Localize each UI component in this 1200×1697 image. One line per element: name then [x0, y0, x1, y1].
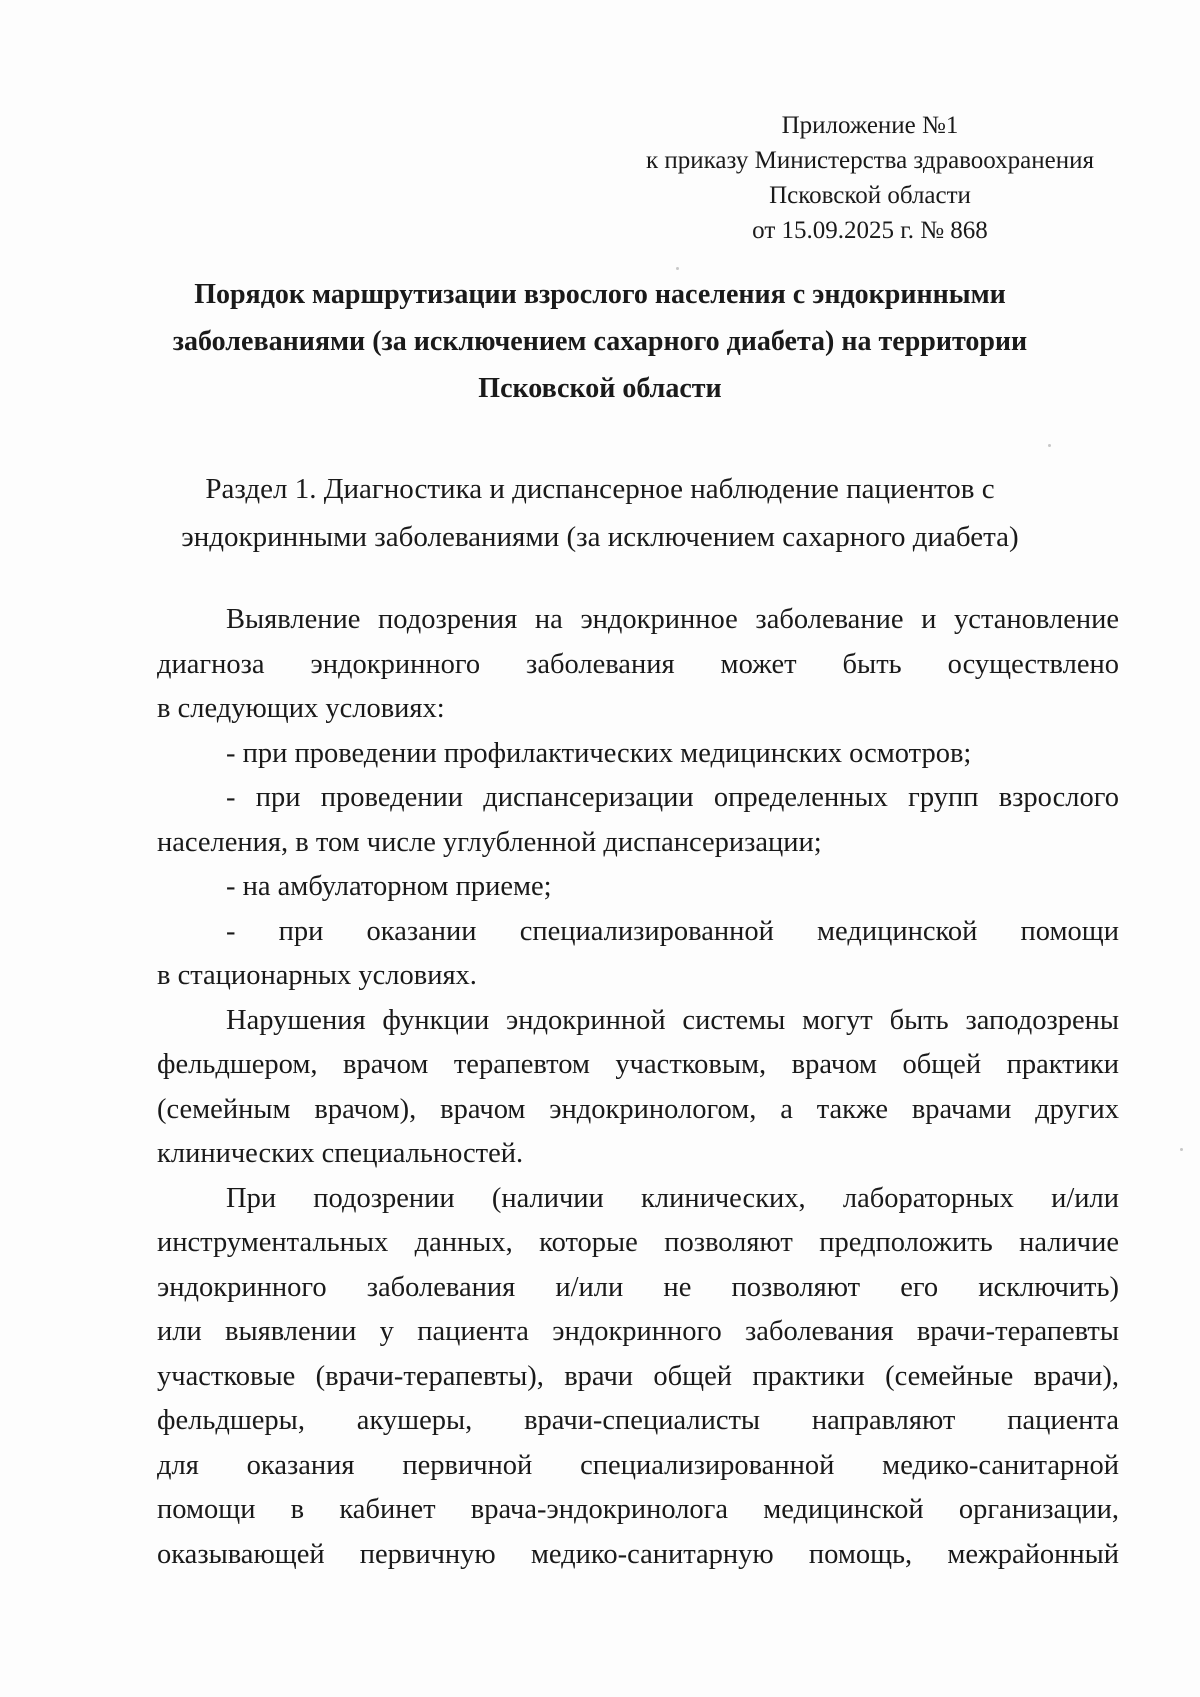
scan-speck — [676, 267, 679, 270]
paragraph-line: эндокринного заболевания и/или не позволяют его исключить) — [157, 1271, 1119, 1303]
list-item: - при оказании специализированной медицинской помощи — [226, 915, 1119, 947]
paragraph-line: (семейным врачом), врачом эндокринологом, а также врачами других — [157, 1093, 1119, 1125]
paragraph-line: фельдшером, врачом терапевтом участковым, врачом общей практики — [157, 1049, 1119, 1080]
paragraph-line: для оказания первичной специализированной медико-санитарной — [157, 1449, 1119, 1481]
list-item-continuation: в стационарных условиях. — [157, 960, 477, 991]
paragraph-line: в следующих условиях: — [157, 693, 445, 724]
paragraph-line: или выявлении у пациента эндокринного заболевания врачи-терапевты — [157, 1316, 1119, 1347]
paragraph-line: Нарушения функции эндокринной системы могут быть заподозрены — [226, 1004, 1119, 1036]
appendix-date-number: от 15.09.2025 г. № 868 — [752, 217, 988, 244]
paragraph-line: помощи в кабинет врача-эндокринолога медицинской организации, — [157, 1494, 1119, 1525]
section-heading-line: Раздел 1. Диагностика и диспансерное наблюдение пациентов с — [205, 473, 995, 505]
list-item: - при проведении профилактических медицинских осмотров; — [226, 737, 972, 769]
paragraph-line: оказывающей первичную медико-санитарную помощь, межрайонный — [157, 1538, 1119, 1570]
paragraph-line: диагноза эндокринного заболевания может быть осуществлено — [157, 648, 1119, 680]
paragraph-line: участковые (врачи-терапевты), врачи общей практики (семейные врачи), — [157, 1360, 1119, 1392]
title-line: Псковской области — [478, 373, 722, 404]
paragraph-line: Выявление подозрения на эндокринное заболевание и установление — [226, 604, 1119, 635]
list-item: - при проведении диспансеризации определенных групп взрослого — [226, 782, 1119, 813]
appendix-number: Приложение №1 — [781, 112, 959, 139]
section-heading — [150, 465, 1050, 561]
title-line: заболеваниями (за исключением сахарного диабета) на территории — [172, 326, 1028, 357]
paragraph-line: При подозрении (наличии клинических, лабораторных и/или — [226, 1182, 1119, 1214]
document-title — [150, 271, 1050, 412]
scan-speck — [1180, 1148, 1183, 1151]
appendix-header — [600, 108, 1140, 248]
title-line: Порядок маршрутизации взрослого населения с эндокринными — [194, 279, 1006, 310]
appendix-region: Псковской области — [769, 182, 971, 209]
scan-speck — [1048, 444, 1051, 447]
paragraph-line: клинических специальностей. — [157, 1138, 524, 1169]
list-item: - на амбулаторном приеме; — [226, 871, 552, 902]
paragraph-line: инструментальных данных, которые позволяют предположить наличие — [157, 1227, 1119, 1258]
document-body — [157, 598, 1119, 1577]
paragraph-line: фельдшеры, акушеры, врачи-специалисты направляют пациента — [157, 1405, 1119, 1436]
section-heading-line: эндокринными заболеваниями (за исключением сахарного диабета) — [181, 521, 1019, 553]
appendix-order-ref: к приказу Министерства здравоохранения — [645, 147, 1095, 174]
list-item-continuation: населения, в том числе углубленной диспансеризации; — [157, 826, 822, 858]
